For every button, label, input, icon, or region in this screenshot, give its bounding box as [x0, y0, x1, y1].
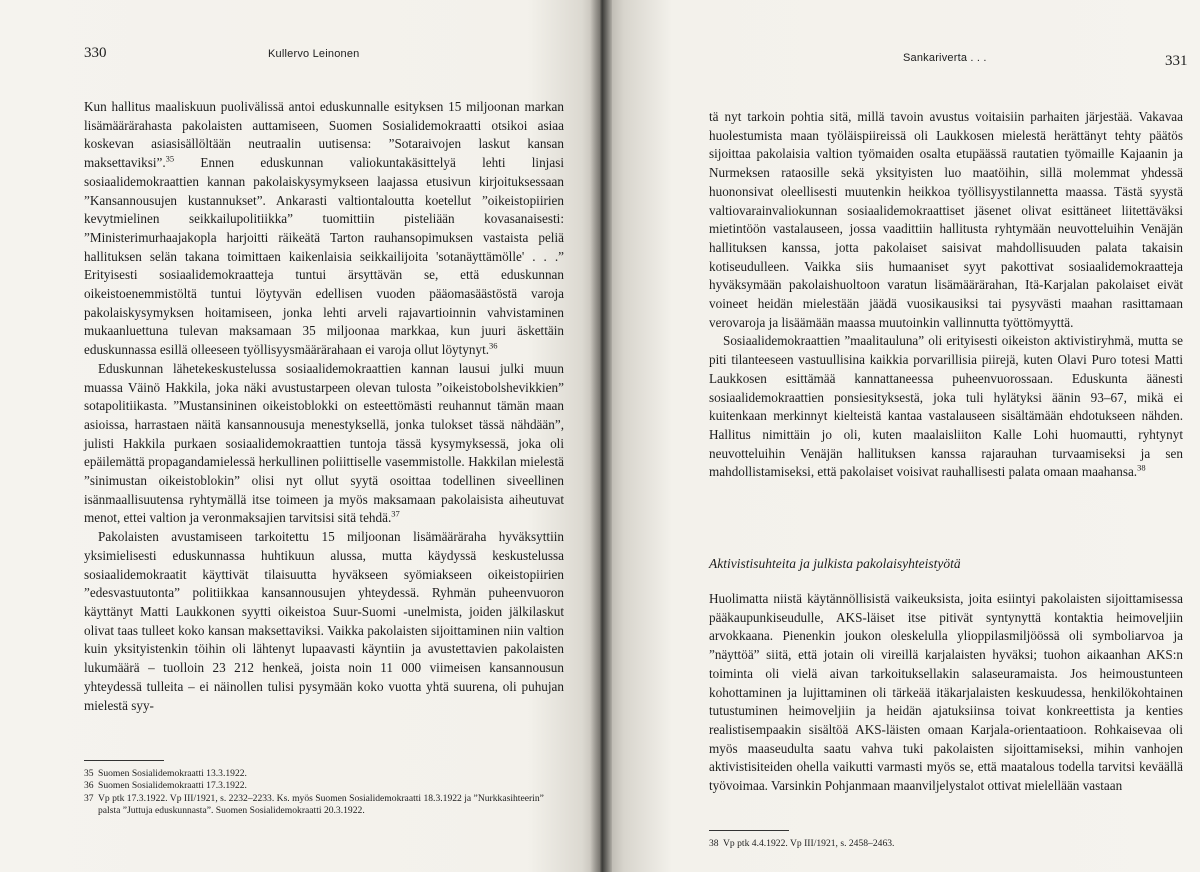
paragraph: Pakolaisten avustamiseen tarkoitettu 15 miljoonan lisämääräraha hyväksyttiin yksimielisesti eduskunnassa huhtikuun alussa, mutta käydyssä keskustelussa sosiaalidemokraatit käyttivät tilaisuutta hyväkseen syömiakseen oikeistopiirien ”edesvastuutonta” politiikkaa kansannousujen yhteydessä. Ryhmän puheenvuoron käyttänyt Matti Laukkonen syytti oikeistoa Suur-Suomi -unelmista, joiden jälkilaskut olivat taas tulleet koko kansan maksettaviksi. Vaikka pakolaisten sijoittaminen niin valtion kuin yksityistenkin töihin oli lähtenyt lupaavasti käyntiin ja avustettavien pakolaisten lukumäärä – tuolloin 23 212 henkeä, joista noin 11 000 viimeisen kansannousun yhteydessä tulleita – ei näinollen tulisi pysymään koko vuotta yhtä suurena, oli puhujan mielestä syy-	[84, 529, 564, 713]
footnote: 38 Vp ptk 4.4.1922. Vp III/1921, s. 2458–2463.	[709, 838, 895, 849]
paragraph: Eduskunnan lähetekeskustelussa sosiaalidemokraattien kannan lausui julki muun muassa Väinö Hakkila, joka näki avustustarpeen olevan tulosta ”oikeistobolshevikkien” sotapolitiikasta. ”Mustansininen oikeistoblokki on esteettömästi reuhannut tämän maan asioissa, harrastaen näitä kansannousuja menestyksellä, jonka tulokset tässä nähdään”, julisti Hakkila purkaen sosiaalidemokraattien tuntoja tässä kysymyksessä, joka oli epäilemättä propagandamielessä herkullinen poliittiselle vasemmistolle. Hakkilan mielestä ”sinimustan oikeistoblokin” olisi nyt ollut syytä osoittaa todellinen siveellinen isänmaallisuutensa ryhtymällä itse toimeen ja myös maksamaan pakolaisista aiheutuvat menot, ettei valtion ja veronmaksajien tarvitsisi sitä tehdä.$^{37}$	[84, 360, 564, 526]
right-footnotes	[709, 838, 1179, 850]
paragraph: tä nyt tarkoin pohtia sitä, millä tavoin avustus voitaisiin parhaiten järjestää. Vakavaa huolestumista maan työläispiireissä oli Laukkosen mielestä herättänyt tehty päätös sijoittaa pakolaisia valtion työmaiden osalta etupäässä rautatien työmaille Kajaanin ja Nurmeksen rataosille sekä yksityisten luo maatöihin, sillä molemmat yhdessä huononsivat oleellisesti muutenkin heikkoa työllisyystilannetta maassa. Tästä syystä valtiovarainvaliokunnan sosiaalidemokraattiset jäsenet olivat esittäneet liitettäväksi mietintöön vastalauseen, jossa vaadittiin hallitusta ryhtymään neuvotteluihin Venäjän hallituksen kanssa, jotta pakolaiset saisivat mahdollisuuden palata takaisin kotiseudulleen. Vaikka siis humaaniset syyt pakottivat sosiaalidemokraatteja hyväksymään pakolaishuoltoon varatun lisämäärärahan, Itä-Karjalan pakolaiset eivät voineet heidän mielestään jäädä vuosikausiksi tai pysyvästi maahan rasittamaan verovaroja ja lisäämään maassa muutoinkin vallinnutta työttömyyttä.	[709, 109, 1183, 330]
footnote-ref[interactable]: 37	[391, 509, 400, 520]
footnote-ref[interactable]: 38	[1137, 462, 1146, 473]
footnote-ref[interactable]: 35	[165, 153, 175, 164]
footnote-rule	[84, 760, 164, 761]
paragraph: Sosiaalidemokraattien ”maalitauluna” oli erityisesti oikeiston aktivistiryhmä, mutta se piti tilanteeseen vastuullisina kaikkia porvarillisia piirejä, kuten Olavi Puro totesi Matti Laukkosen esittämää kannattaneessa puheenvuorossaan. Eduskunta äänesti sosiaalidemokraattien ponsiesityksestä, joka tuli hylätyksi äänin 93–67, mikä ei kuitenkaan merkinnyt kielteistä kantaa vastalauseen sisältämään ehdotukseen nähden. Hallitus nimittäin jo oli, kuten maalaisliiton Kalle Lohi huomautti, ryhtynyt neuvotteluihin Venäjän hallituksen kanssa rajarauhan turvaamiseksi ja sen mahdollistamiseksi, että pakolaiset voisivat rauhallisesti palata omaan maahansa.$^{38}$	[709, 333, 1183, 480]
footnote-ref[interactable]: 36	[489, 340, 498, 351]
running-head-left: Kullervo Leinonen	[268, 48, 360, 60]
page-number-right: 331	[1165, 53, 1188, 69]
footnote: 37 Vp ptk 17.3.1922. Vp III/1921, s. 2232–2233. Ks. myös Suomen Sosialidemokraatti 18.3.1922 ja ”Nurkkasihteerin” palsta ”Juttuja eduskunnasta”. Suomen Sosialidemokraatti 20.3.1922.	[84, 792, 544, 816]
book-gutter	[590, 0, 612, 872]
right-body-text	[709, 108, 1183, 482]
running-head-right: Sankariverta . . .	[903, 52, 987, 64]
left-footnotes	[84, 768, 562, 817]
right-body-text-2	[709, 590, 1183, 796]
left-body-text	[84, 98, 564, 715]
right-page	[600, 0, 1200, 872]
footnote-rule	[709, 830, 789, 831]
footnote: 36 Suomen Sosialidemokraatti 17.3.1922.	[84, 780, 247, 792]
section-heading: Aktivistisuhteita ja julkista pakolaisyhteistyötä	[709, 556, 961, 571]
paragraph: Huolimatta niistä käytännöllisistä vaikeuksista, joita esiintyi pakolaisten sijoittamisessa pääkaupunkiseudulle, AKS-läiset itse pitivät syntynyttä kontaktia heimoveljiin arvokkaana. Pienenkin joukon oleskelulla ylioppilasmiljöössä oli symboliarvoa ja ”näyttöä” siitä, että jotain oli vireillä karjalaisten hyväksi; tuohon aikaanhan AKS:n toiminta oli vielä aivan tarkoituksellakin salaseuramaista. Jos heimoustunteen kohottaminen ja lujittaminen oli tärkeää itäkarjalaisten keskuudessa, henkilökohtainen tutustuminen heimoveljiin ja heidän ajatuksiinsa toivat konkreettista ja kenties realistisempaakin sisältöä AKS-läisten omaan Karjala-orientaatioon. Rohkaisevaa oli myös maaseudulta saatu vahva tuki pakolaisten sijoittamiseksi, mihin vanhojen aktivistisiteiden ohella vaikutti varmasti myös se, että maatalous todella tarvitsi keväällä työvoimaa. Varsinkin Pohjanmaan maanviljelystalot ottivat mielellään vastaan	[709, 591, 1183, 794]
paragraph: Kun hallitus maaliskuun puolivälissä antoi eduskunnalle esityksen 15 miljoonan markan lisämäärärahasta pakolaisten auttamiseen, Suomen Sosialidemokraatti otsikoi asiaa koskevan asiasisällöltään neutraalin uutisensa: ”Sotaraivojen laskut kansan maksettaviksi”.$^{35}$ Ennen eduskunnan valiokuntakäsittelyä lehti linjasi sosiaalidemokraattien kannan pakolaiskysymykseen laajassa etusivun kirjoituksessaan ”Kansannousujen kustannukset”. Ankarasti valtiontaloutta koetellut ”oikeistopiirien kevytmielinen seikkailupolitiikka” tuomittiin pisteliään kovasanaisesti: ”Ministerimurhaajakopla harjoitti räikeätä Tarton rauhansopimuksen vastaista peliä hallituksen selän takana toimittaen kaikenlaisia seikkailijoita 'sotanäyttämölle' . . .” Erityisesti sosiaalidemokraatteja tuntui ärsyttävän se, että eduskunnan oikeistoenemmistöltä tuntui löytyvän edellisen vuoden pääomasäästöstä varoja pakolaiskysymyksen hoitamiseen, jonka lehti arveli rajavartioinnin vahvistaminen mukaanluettuna tulevan maksamaan 35 miljoonaa markkaa, kun juuri äskettäin eduskunnassa esillä olleeseen työllisyysmäärärahaan ei varoja ollut löytynyt.$^{36}$	[84, 99, 564, 358]
footnote: 35 Suomen Sosialidemokraatti 13.3.1922.	[84, 768, 247, 779]
page-number-left: 330	[84, 45, 107, 61]
